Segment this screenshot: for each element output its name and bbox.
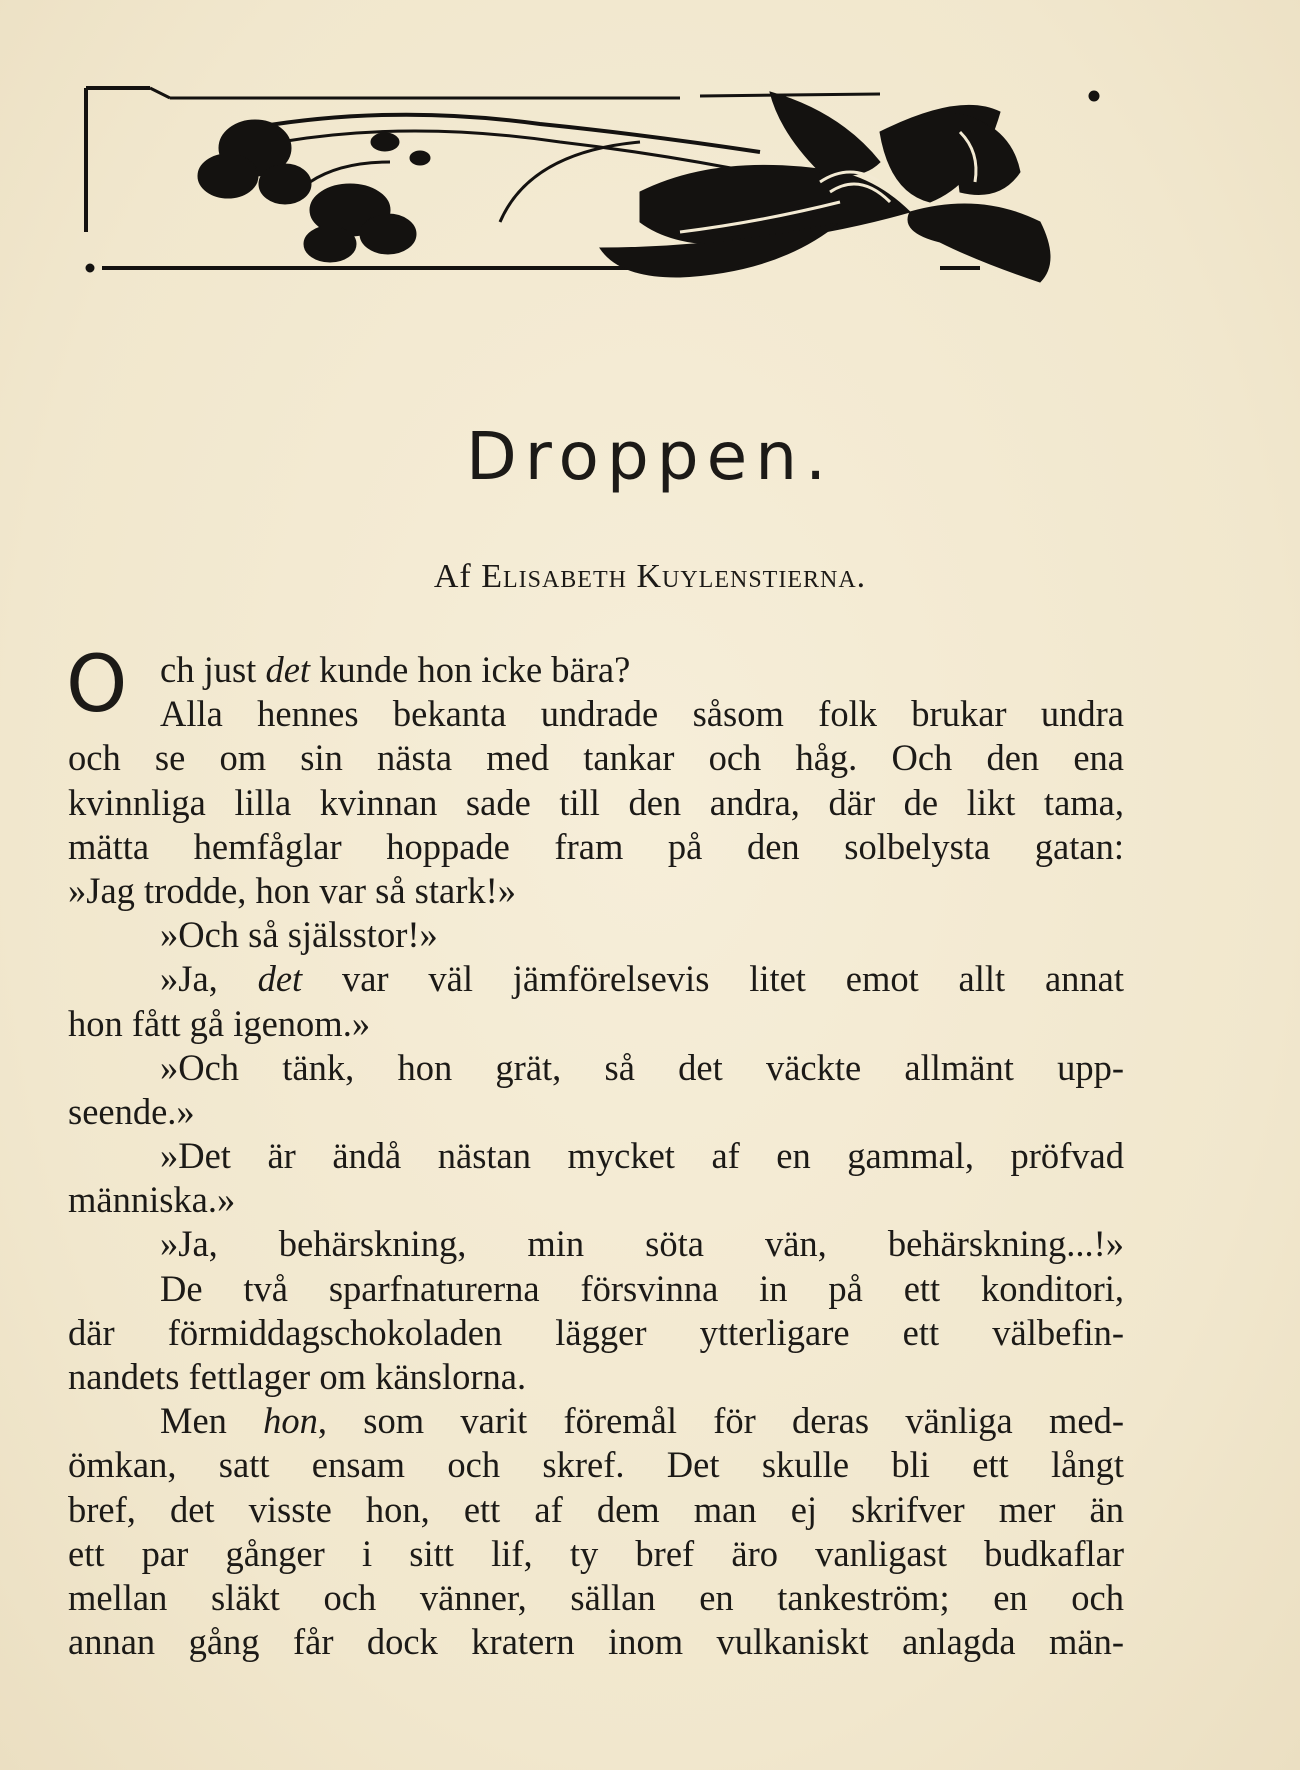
text-line: mellan släkt och vänner, sällan en tankeström; en och — [68, 1576, 1124, 1618]
text-line: ömkan, satt ensam och skref. Det skulle bli ett långt — [68, 1444, 1124, 1486]
text-line: annan gång får dock kratern inom vulkaniskt anlagda män- — [68, 1621, 1124, 1663]
author-name: Elisabeth Kuylenstierna. — [481, 558, 867, 595]
text-line: hon fått gå igenom.» — [68, 1002, 371, 1044]
flower-branch-ornament-icon — [80, 72, 1120, 290]
text-line: »Och så själsstor!» — [160, 914, 438, 956]
drop-cap: O — [66, 640, 128, 730]
text-line: kvinnliga lilla kvinnan sade till den andra, där de likt tama, — [68, 781, 1124, 823]
text-line: »Ja, behärskning, min söta vän, behärskning...!» — [160, 1223, 1124, 1265]
article-body — [66, 640, 1124, 1664]
text-line: »Jag trodde, hon var så stark!» — [68, 869, 517, 911]
page-title: Droppen. — [465, 418, 835, 495]
author-byline — [0, 558, 1300, 596]
text-line: seende.» — [68, 1090, 195, 1132]
byline-prefix: Af — [433, 558, 472, 595]
text-line: människa.» — [68, 1179, 236, 1221]
text-line: där förmiddagschokoladen lägger ytterligare ett välbefin- — [68, 1311, 1124, 1353]
text-line: ett par gånger i sitt lif, ty bref äro vanligast budkaflar — [68, 1532, 1124, 1574]
text-line: Alla hennes bekanta undrade såsom folk brukar undra — [160, 693, 1124, 735]
text-line: nandets fettlager om känslorna. — [68, 1356, 527, 1397]
paragraph — [66, 640, 1124, 913]
text-line: »Ja, det var väl jämförelsevis litet emot allt annat — [160, 958, 1124, 1000]
text-line: »Och tänk, hon grät, så det väckte allmänt upp- — [160, 1046, 1124, 1088]
text-line: ch just det kunde hon icke bära? — [160, 649, 631, 690]
text-line: »Det är ändå nästan mycket af en gammal, pröfvad — [160, 1135, 1124, 1177]
text-line: mätta hemfåglar hoppade fram på den solbelysta gatan: — [68, 825, 1124, 867]
text-line: De två sparfnaturerna försvinna in på ett konditori, — [160, 1267, 1124, 1309]
text-line: och se om sin nästa med tankar och håg. Och den ena — [68, 737, 1124, 779]
text-line: Men hon, som varit föremål för deras vänliga med- — [160, 1400, 1124, 1442]
text-line: bref, det visste hon, ett af dem man ej skrifver mer än — [68, 1488, 1124, 1530]
